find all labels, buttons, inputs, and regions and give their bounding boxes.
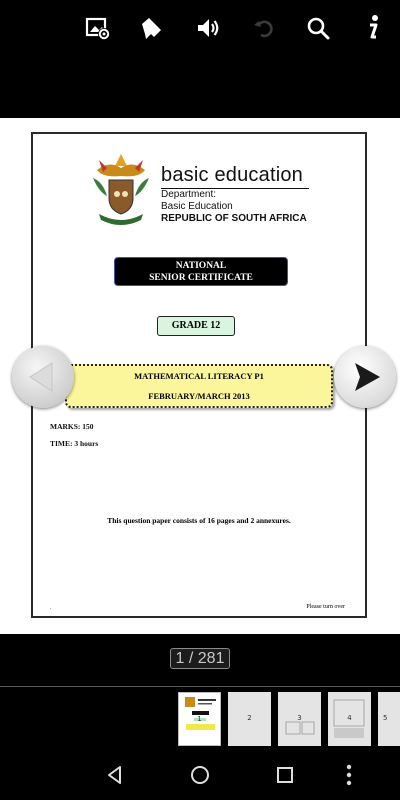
coat-of-arms-logo: [89, 152, 153, 228]
reader-toolbar: [0, 0, 400, 56]
brand-line-basic-education: Basic Education: [161, 201, 233, 212]
marks-label: MARKS: 150: [50, 422, 94, 431]
page-count-note: This question paper consists of 16 pages and 2 annexures.: [107, 516, 291, 525]
system-navigation-bar: [0, 748, 400, 800]
thumbnail-number: 1: [197, 715, 202, 723]
thumbnail-page-5[interactable]: [378, 692, 400, 746]
grade-box: GRADE 12: [157, 316, 235, 336]
thumbnail-number: 3: [297, 714, 302, 722]
exam-session: FEBRUARY/MARCH 2013: [148, 391, 250, 401]
thumbnail-page-2[interactable]: [228, 692, 271, 746]
settings-image-icon[interactable]: [80, 10, 116, 46]
thumbnail-number: 5: [383, 714, 388, 722]
arrow-left-icon: [12, 346, 74, 408]
volume-icon[interactable]: [190, 10, 226, 46]
brand-title: basic education: [161, 164, 303, 186]
thumbnail-page-1[interactable]: [178, 692, 221, 746]
brand-line-department: Department:: [161, 189, 217, 200]
info-icon[interactable]: [355, 10, 391, 46]
subject-box: [65, 364, 333, 408]
thumbnail-number: 4: [347, 714, 352, 722]
home-icon[interactable]: [185, 760, 215, 790]
thumbnail-strip-divider: [0, 686, 400, 687]
thumbnail-page-4[interactable]: [328, 692, 371, 746]
previous-page-button[interactable]: [12, 346, 74, 408]
please-turn-over: Please turn over: [306, 604, 345, 610]
back-icon[interactable]: [100, 760, 130, 790]
thumbnail-page-3[interactable]: [278, 692, 321, 746]
certificate-banner: [114, 257, 288, 286]
time-label: TIME: 3 hours: [50, 439, 99, 448]
arrow-right-icon: [334, 346, 396, 408]
certificate-line-national: NATIONAL: [175, 261, 227, 271]
document-page[interactable]: [31, 132, 367, 618]
page-counter[interactable]: 1 / 281: [170, 648, 230, 669]
brand-line-country: REPUBLIC OF SOUTH AFRICA: [161, 213, 307, 224]
search-icon[interactable]: [300, 10, 336, 46]
footer-mark: .: [50, 606, 52, 611]
thumbnail-number: 2: [247, 714, 252, 722]
subject-title: MATHEMATICAL LITERACY P1: [134, 371, 264, 381]
rotate-icon: [246, 10, 282, 46]
department-branding: [161, 164, 321, 225]
next-page-button[interactable]: [334, 346, 396, 408]
bookmark-icon[interactable]: [133, 10, 169, 46]
recents-icon[interactable]: [270, 760, 300, 790]
certificate-line-senior: SENIOR CERTIFICATE: [149, 273, 253, 283]
more-options-icon[interactable]: [334, 760, 364, 790]
